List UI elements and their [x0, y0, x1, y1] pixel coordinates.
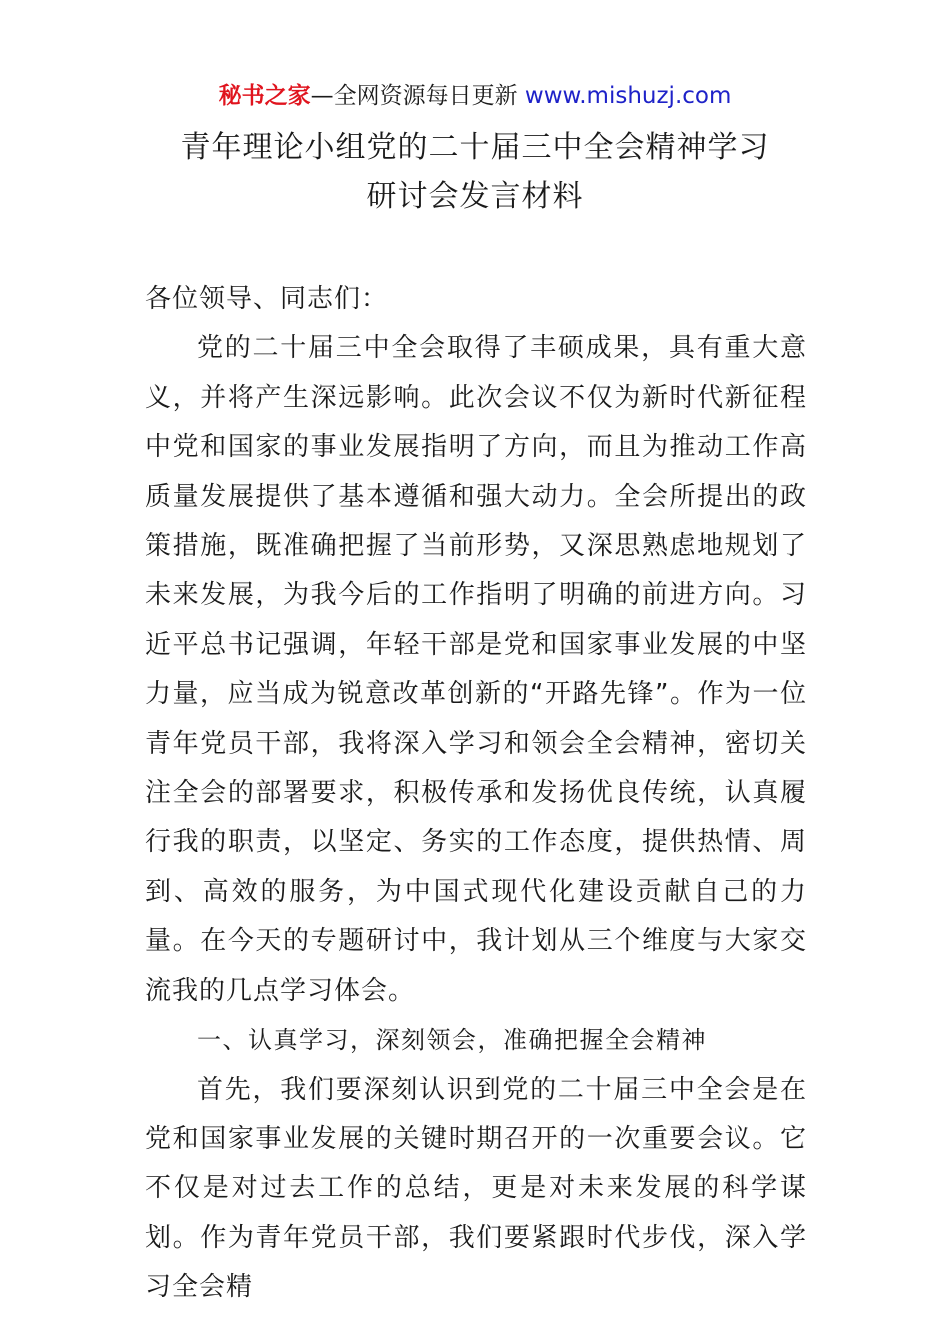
- body-paragraph: 党的二十届三中全会取得了丰硕成果，具有重大意义，并将产生深远影响。此次会议不仅为新时代新征程中党和国家的事业发展指明了方向，而且为推动工作高质量发展提供了基本遵循和强大动力。全会所提出的政策措施，既准确把握了当前形势，又深思熟虑地规划了未来发展，为我今后的工作指明了明确的前进方向。习近平总书记强调，年轻干部是党和国家事业发展的中坚力量，应当成为锐意改革创新的“开路先锋”。作为一位青年党员干部，我将深入学习和领会全会精神，密切关注全会的部署要求，积极传承和发扬优良传统，认真履行我的职责，以坚定、务实的工作态度，提供热情、周到、高效的服务，为中国式现代化建设贡献自己的力量。在今天的专题研讨中，我计划从三个维度与大家交流我的几点学习体会。: [145, 333, 807, 1006]
- site-banner: [0, 80, 950, 112]
- site-url-link[interactable]: www.mishuzj.com: [524, 83, 732, 109]
- salutation: 各位领导、同志们：: [145, 284, 389, 314]
- document-title-line-1: 青年理论小组党的二十届三中全会精神学习: [180, 130, 770, 165]
- banner-tagline: —全网资源每日更新: [310, 83, 525, 109]
- document-body: [145, 275, 807, 1313]
- brand-name: 秘书之家: [218, 83, 311, 109]
- body-paragraph: 首先，我们要深刻认识到党的二十届三中全会是在党和国家事业发展的关键时期召开的一次重要会议。它不仅是对过去工作的总结，更是对未来发展的科学谋划。作为青年党员干部，我们要紧跟时代步伐，深入学习全会精: [145, 1074, 807, 1303]
- section-heading: 一、认真学习，深刻领会，准确把握全会精神: [197, 1026, 707, 1055]
- document-title-line-2: 研讨会发言材料: [366, 179, 584, 214]
